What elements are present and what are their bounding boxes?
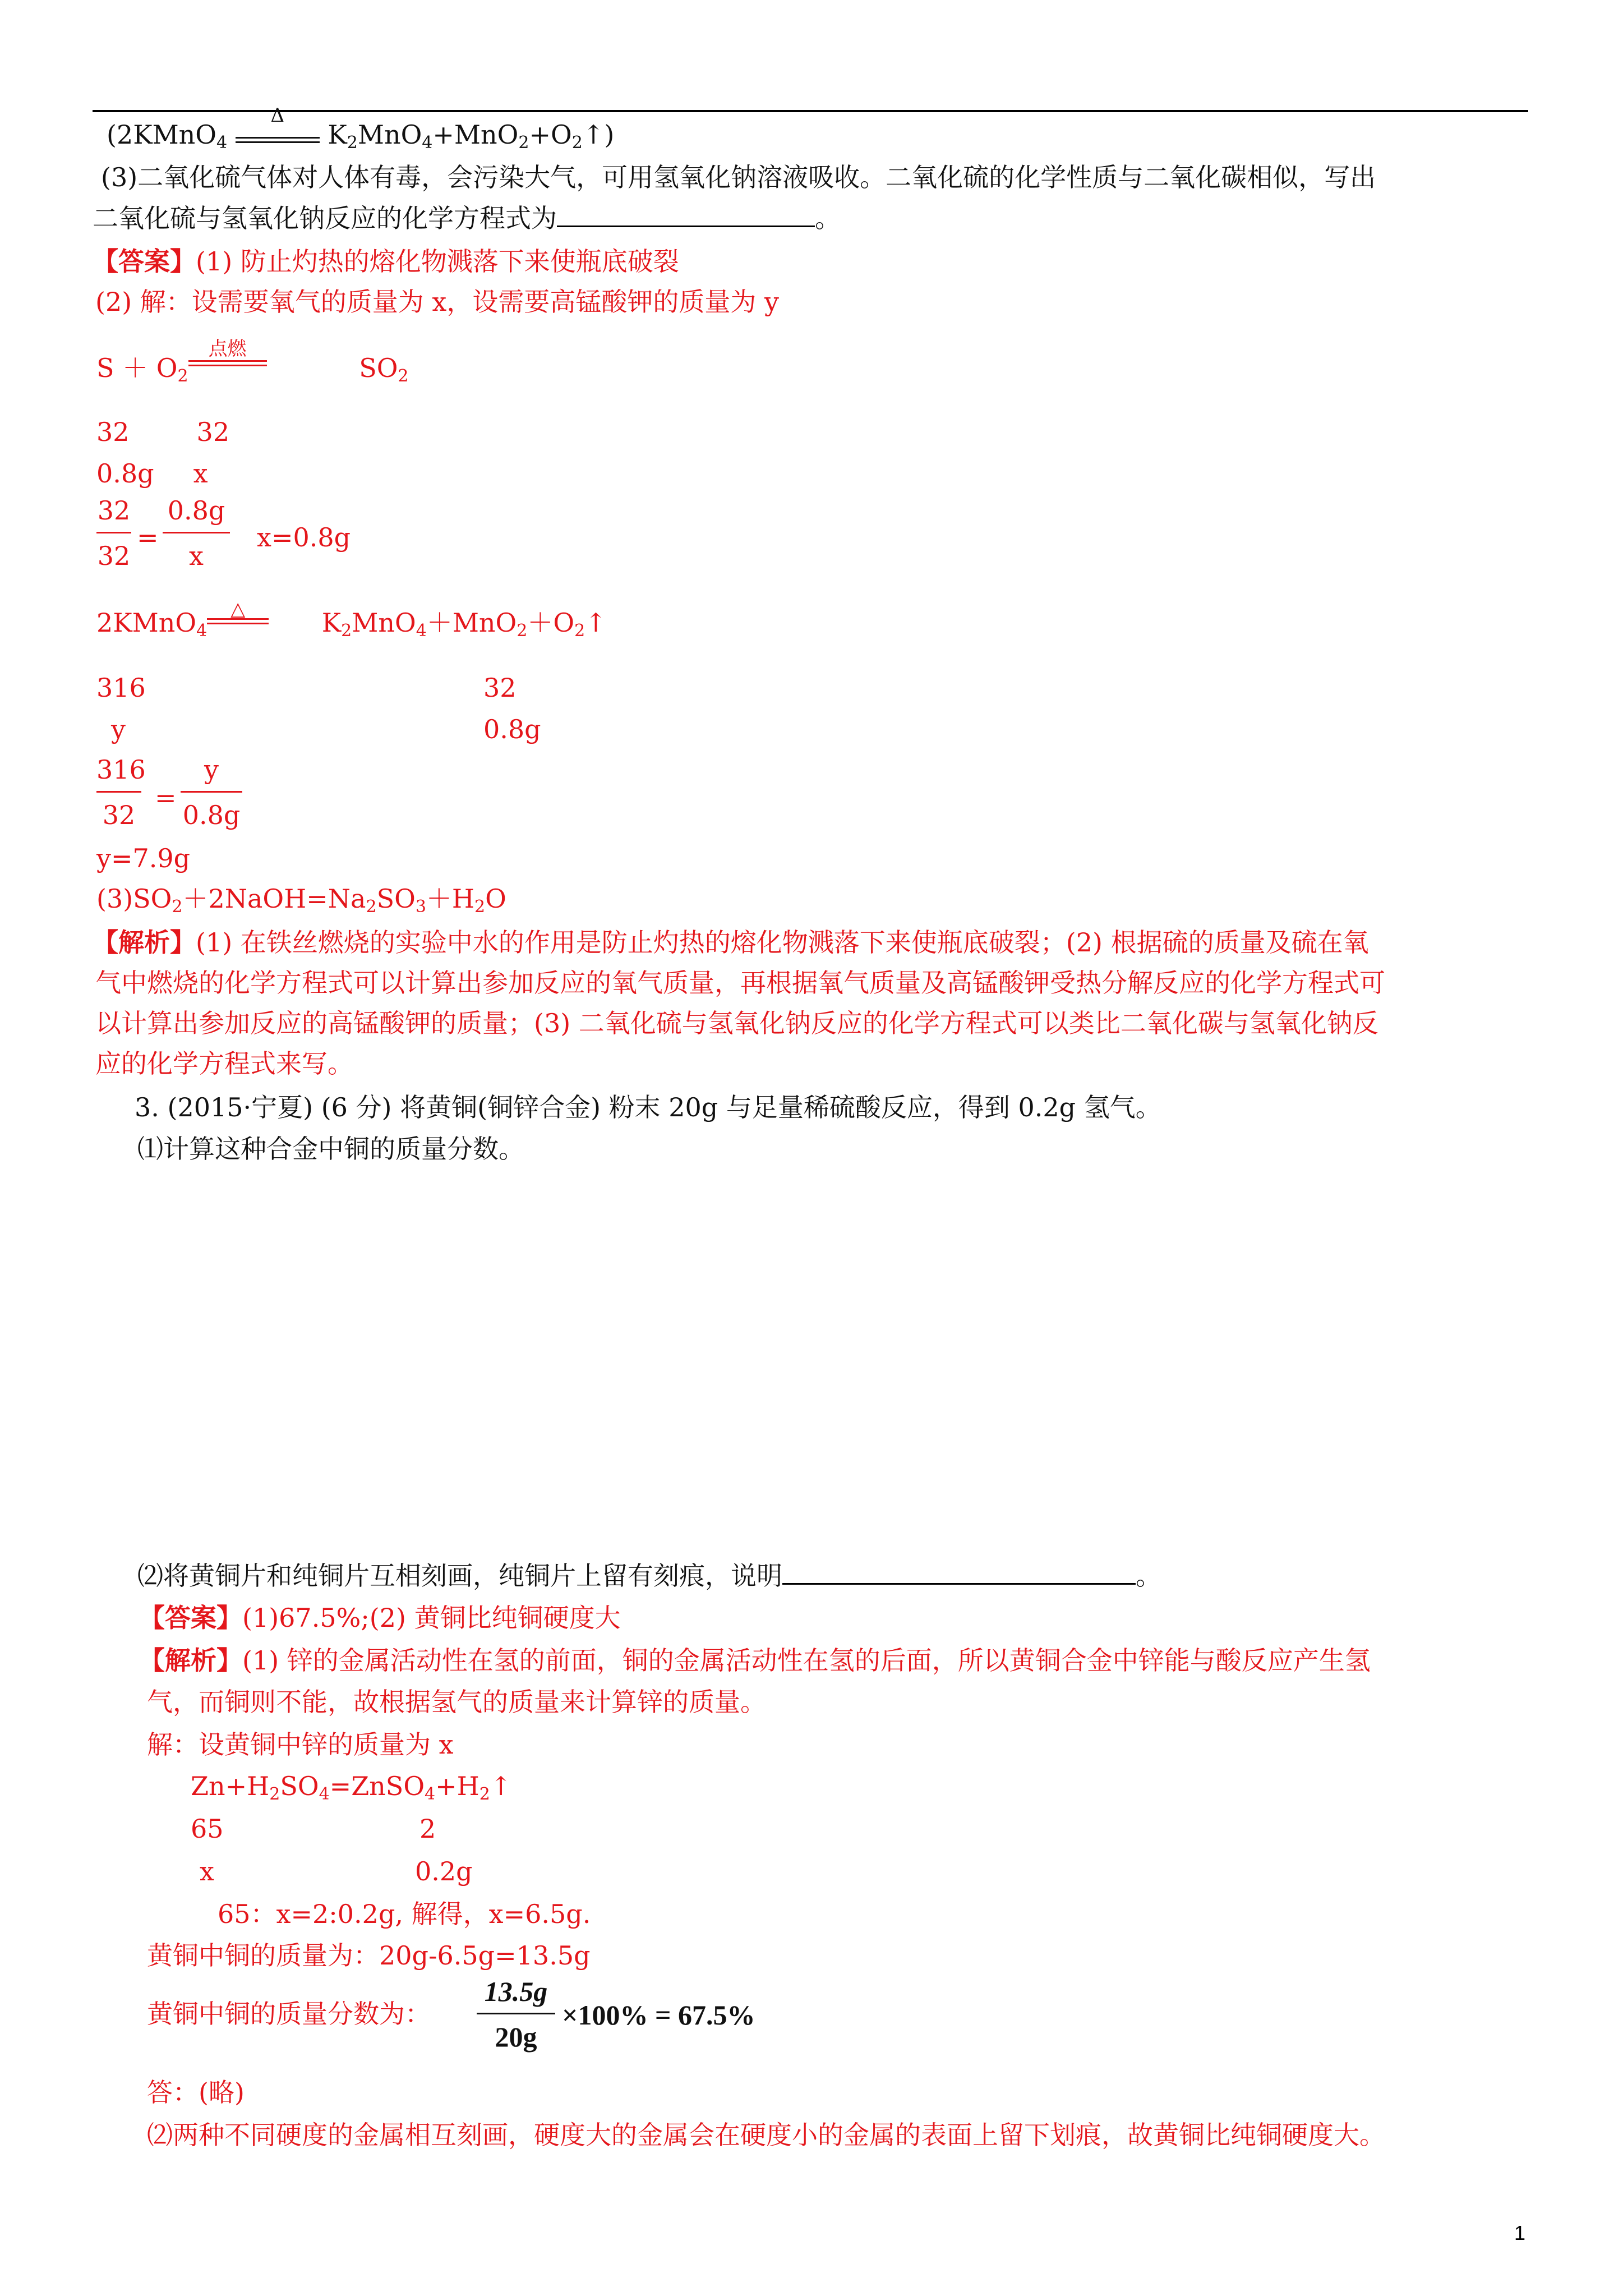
ratio-row2: 0.8g x	[96, 458, 208, 489]
period: 。	[815, 203, 841, 233]
analysis-2-line1: 【解析】(1) 锌的金属活动性在氢的前面，铜的金属活动性在氢的后面，所以黄铜合金中锌能与酸反应产生氢	[139, 1645, 1371, 1676]
x-result: x=0.8g	[257, 522, 351, 553]
question-2015-title: 3. (2015·宁夏) (6 分) 将黄铜(铜锌合金) 粉末 20g 与足量稀硫酸反应，得到 0.2g 氢气。	[135, 1092, 1161, 1122]
question-3-line2	[93, 201, 841, 235]
answer-tag: 【答案】	[93, 246, 196, 277]
question-2015-part1: ⑴计算这种合金中铜的质量分数。	[137, 1134, 524, 1164]
copper-mass: 黄铜中铜的质量为：20g-6.5g=13.5g	[147, 1940, 591, 1971]
header-equation: (2KMnO$_4$ Δ $K_2MnO_4+MnO_2+O_2↑$)	[107, 104, 615, 153]
page-number: 1	[1514, 2221, 1526, 2244]
ratio-2: 2	[419, 1814, 436, 1844]
answer-1-line1	[93, 245, 679, 278]
question-2015-part2: ⑵将黄铜片和纯铜片互相刻画，纯铜片上留有刻痕，说明 。	[137, 1558, 1161, 1593]
fraction-316-32: 316 32	[96, 754, 146, 830]
heat-condition: Δ	[236, 126, 320, 148]
analysis-1-line1: 【解析】(1) 在铁丝燃烧的实验中水的作用是防止灼热的熔化物溅落下来使瓶底破裂；(2) 根据硫的质量及硫在氧	[93, 927, 1369, 958]
hardness-explanation: ⑵两种不同硬度的金属相互刻画，硬度大的金属会在硬度小的金属的表面上留下划痕，故黄铜比纯铜硬度大。	[147, 2120, 1385, 2150]
equals-sign-2: =	[155, 783, 177, 813]
equation-kmno4: 2KMnO$_4$ △ $K_2MnO_4+MnO_2+O_2↑$	[96, 598, 607, 641]
analysis-tag-2: 【解析】	[139, 1645, 242, 1676]
analysis-2-line2: 气，而铜则不能，故根据氢气的质量来计算锌的质量。	[147, 1687, 766, 1717]
ratio-32: 32	[483, 673, 517, 703]
y-result: y=7.9g	[96, 843, 191, 873]
analysis-1-line3: 以计算出参加反应的高锰酸钾的质量；(3) 二氧化硫与氢氧化钠反应的化学方程式可以类比二氧化碳与氢氧化钠反	[95, 1008, 1378, 1038]
answer-2: 【答案】(1)67.5%;(2) 黄铜比纯铜硬度大	[139, 1603, 621, 1633]
answer-1-line2: (2) 解：设需要氧气的质量为 x，设需要高锰酸钾的质量为 y	[95, 287, 779, 317]
fraction-32-32: 32 32	[97, 495, 131, 571]
analysis-2-line3: 解：设黄铜中锌的质量为 x	[147, 1729, 454, 1760]
answer-blank	[557, 201, 815, 227]
analysis-1-line2: 气中燃烧的化学方程式可以计算出参加反应的氧气质量，再根据氧气质量及高锰酸钾受热分解反应的化学方程式可	[95, 968, 1385, 998]
question-3-line2-text: 二氧化硫与氢氧化钠反应的化学方程式为	[93, 203, 557, 233]
ratio-0.8g: 0.8g	[483, 714, 541, 744]
analysis-1-line4: 应的化学方程式来写。	[95, 1048, 353, 1079]
zinc-result: 65：x=2:0.2g, 解得，x=6.5g.	[218, 1899, 591, 1929]
eq1-left: S ＋ O	[96, 353, 178, 383]
heat-condition-2: △	[207, 614, 269, 636]
zn-h2so4-equation: $Zn+H_2SO_4=ZnSO_4+H_2↑$	[191, 1771, 512, 1804]
ratio-x: x	[200, 1856, 214, 1887]
ratio-0.2g: 0.2g	[415, 1856, 473, 1887]
fraction-y-0.8g: y 0.8g	[181, 753, 242, 832]
eq1-right: SO	[359, 353, 398, 383]
fraction-0.8g-x: 0.8g x	[163, 494, 230, 573]
answer-blank-2	[782, 1558, 1136, 1585]
ratio-316: 316	[96, 673, 146, 703]
answer-note: 答：(略)	[147, 2077, 245, 2108]
so2-naoh-equation: $(3)SO_2+2NaOH=Na_2SO_3+H_2O$	[96, 884, 506, 917]
analysis-tag: 【解析】	[93, 927, 196, 958]
fraction-13.5g-20g: 13.5g 20g	[477, 1975, 555, 2054]
answer-tag-2: 【答案】	[139, 1603, 242, 1633]
ratio-y: y	[111, 714, 126, 744]
percentage-result: ×100% = 67.5%	[562, 1999, 755, 2031]
ratio-row1: 32 32	[96, 417, 230, 447]
ratio-65: 65	[191, 1814, 224, 1844]
question-3-line1: (3)二氧化硫气体对人体有毒，会污染大气，可用氢氧化钠溶液吸收。二氧化硫的化学性质与二氧化碳相似，写出	[101, 162, 1376, 192]
answer-1-text: (1) 防止灼热的熔化物溅落下来使瓶底破裂	[196, 246, 679, 277]
ignite-condition: 点燃	[188, 359, 267, 381]
equation-sulfur: $S + O_2$ 点燃 $SO_2$	[96, 338, 409, 386]
copper-fraction-label: 黄铜中铜的质量分数为：	[147, 1999, 431, 2029]
equals-sign: =	[137, 522, 159, 553]
